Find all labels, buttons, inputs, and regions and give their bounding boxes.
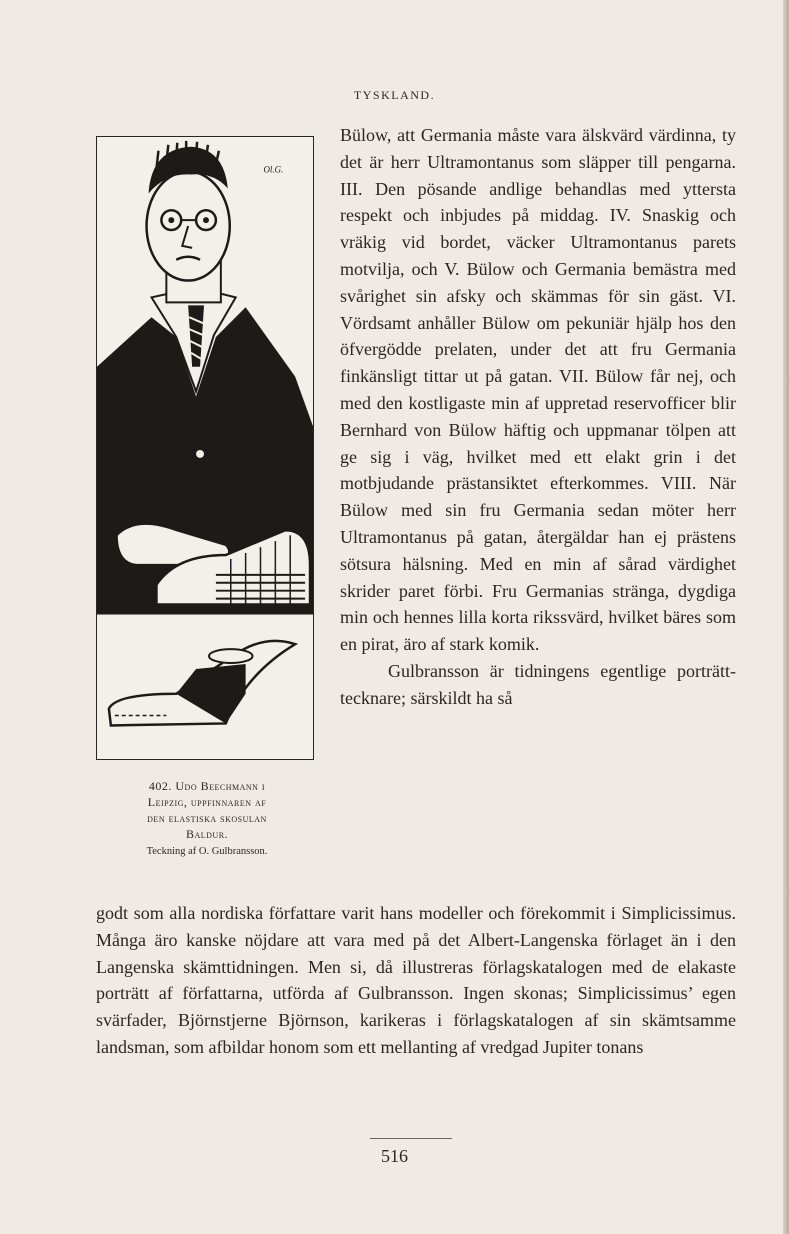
- footer-rule: [370, 1138, 452, 1139]
- column-text: [340, 122, 736, 712]
- page-number: 516: [381, 1146, 408, 1166]
- paragraph-2-rest: godt som alla nordiska författare varit hans modeller och förekommit i Simplicissimus. Många äro kanske nöjdare att vara med på det Albert-Langenska förlaget än i den Langenska skämttidningen. Men si, då illustreras förlagskatalogen med de elakaste porträtt af författarna, utförda af Gulbransson. Ingen skonas; Simplicissimus’ egen svärfader, Björnstjerne Björnson, karikeras i förlagskatalogen af sin skämtsamme landsman, som afbildar honom som ett mellanting af vredgad Jupiter tonans: [96, 903, 736, 1057]
- caption-credit: Teckning af O. Gulbransson.: [146, 846, 268, 857]
- full-width-text: [96, 900, 736, 1061]
- caption-line-3: den elastiska skosulan: [147, 811, 267, 825]
- caricature-drawing: [97, 137, 313, 759]
- caption-line-2: Leipzig, uppfinnaren af: [147, 795, 267, 809]
- running-title: TYSKLAND.: [353, 88, 436, 102]
- caption-line-4: Baldur.: [185, 827, 229, 841]
- paragraph-2-start: Gulbransson är tidningens egentlige porträtt-tecknare; särskildt ha så: [340, 660, 736, 708]
- caricature-illustration: [96, 136, 314, 760]
- illustrator-signature: Ol.G.: [263, 164, 284, 175]
- page-edge: [783, 0, 789, 1234]
- paragraph-1: Bülow, att Germania måste vara älskvärd värdinna, ty det är herr Ultramontanus som släpper till pengarna. III. Den pösande andlige behandlas med yttersta respekt och inbjudes på middag. IV. Snaskig och vräkig vid bordet, väcker Ultramontanus parets motvilja, och V. Bülow och Germania bemästra med svårighet sin afsky och skämmas för sin gäst. VI. Vördsamt anhåller Bülow om pekuniär hjälp hos den öfvergödde prelaten, under det att fru Germania finkänsligt tittar ut på gatan. VII. Bülow får nej, och med den kostligaste min af uppretad reservofficer blir Bernhard von Bülow häftig och uppmanar tölpen att ge sig i väg, hvilket med ett elakt grin i det motbjudande prästansiktet efterkommes. VIII. När Bülow med sin fru Germania sedan möter herr Ultramontanus på gatan, återgäldar han ej prästens sötsura hälsning. Med en min af sårad värdighet skrider paret förbi. Fru Germanias stränga, dygdiga min och hennes lilla korta rikssvärd, hvilket bäres som en pirat, äro af stark komik.: [340, 125, 736, 655]
- caption-line-1: 402. Udo Beechmann i: [148, 779, 266, 793]
- figure-caption: [96, 778, 318, 860]
